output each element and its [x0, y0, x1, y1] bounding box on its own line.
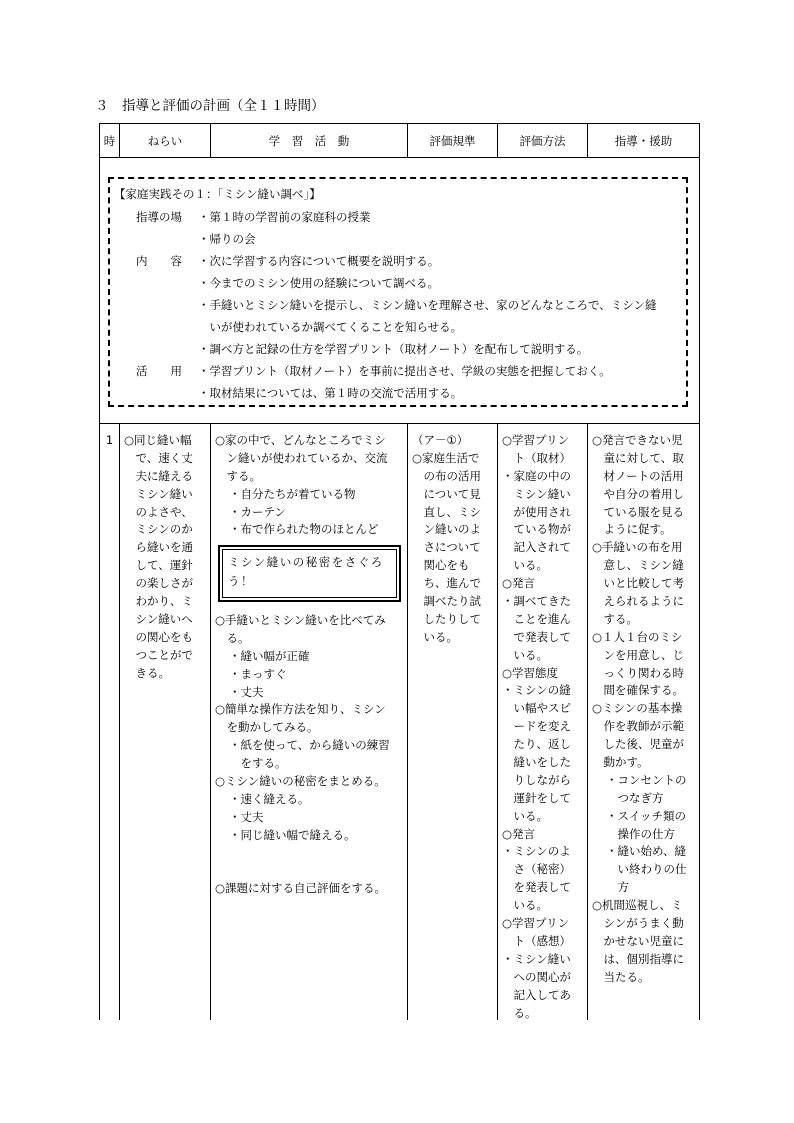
header-katsudo: 学 習 活 動: [268, 133, 350, 148]
shido-cell: ○発言できない児 童に対して、取 材ノートの活用 や自分の着用し ている服を見る ように促す。 ○手縫いの布を用 意し、ミシン縫 いと比較して考 えられるように する。 ○１人１台のミシ ンを用意し、じ っくり関わる時 間を確保する。 ○ミシンの基本操 作を教師が示範 した後、児童が 動かす。 ・コンセントの つなぎ方 ・スイッチ類の 操作の仕方 ・縫い始め、縫 い終わりの仕 方 ○机間巡視し、ミ シンがうまく動 かせない児童に は、個別指導に 当たる。: [592, 433, 687, 984]
col-divider-3: [407, 423, 408, 1020]
col-divider-2: [210, 423, 211, 1020]
header-shido: 指導・援助: [614, 133, 673, 148]
header-bottom-border: [99, 157, 700, 158]
section-heading: ３ 指導と評価の計画（全１１時間）: [95, 98, 325, 114]
nerai-cell: ○同じ縫い幅 で、速く丈 夫に縫える ミシン縫い のよさや、 ミシンのか ら縫いを通 して、運針 の楽しさが わかり、ミ シン縫いへ の関心をも つことがで きる。: [124, 433, 193, 680]
practice-label: 内 容: [136, 254, 182, 268]
home-practice-title: 【家庭実践その１：「ミシン縫い調べ」】: [114, 187, 321, 201]
practice-text: ・第１時の学習前の家庭科の授業: [198, 210, 371, 224]
practice-text: ・帰りの会: [198, 232, 256, 246]
col-divider-4: [497, 423, 498, 1020]
kijun-cell: （ア－①） ○家庭生活で の布の活用 について見 直し、ミシ ン縫いのよ さについて 関心をも ち、進んで 調べたり試 したりして いる。: [412, 433, 481, 644]
header-kijun: 評価規準: [429, 133, 476, 148]
header-ji: 時: [103, 133, 116, 148]
header-nerai: ねらい: [147, 133, 183, 148]
practice-text: ・取材結果については、第１時の交流で活用する。: [198, 386, 463, 400]
key-question-box: [218, 545, 401, 602]
activities-cell-bottom: ○手縫いとミシン縫いを比べてみ る。 ・縫い幅が正確 ・まっすぐ ・丈夫 ○簡単な操作方法を知り、ミシン を動かしてみる。 ・紙を使って、から縫いの練習 をする。 ○ミシン縫いの秘密をまとめる。 ・速く縫える。 ・丈夫 ・同じ縫い幅で縫える。 ○課題に対する自己評価をする。: [215, 613, 390, 896]
session-number: 1: [105, 433, 114, 447]
practice-label: 活 用: [136, 364, 182, 378]
practice-text: ・学習プリント（取材ノート）を事前に提出させ、学級の実態を把握しておく。: [198, 364, 611, 378]
practice-text: ・調べ方と記録の仕方を学習プリント（取材ノート）を配布して説明する。: [198, 342, 589, 356]
practice-text: ・次に学習する内容について概要を説明する。: [198, 254, 440, 268]
practice-label: 指導の場: [136, 210, 182, 224]
key-question-text: ミシン縫いの秘密をさぐろう！: [222, 549, 397, 598]
hoho-cell: ○学習プリン ト（取材） ・家庭の中の ミシン縫い が使用され ている物が 記入されて いる。 ○発言 ・調べてきた ことを進ん で発表して いる。 ○学習態度 ・ミシンの縫 い幅やスピ ードを変え たり、返し 縫いをした りしながら 運針をして いる。 ○発言 ・ミシンのよ さ（秘密） を発表して いる。 ○学習プリン ト（感想） ・ミシン縫い への関心が 記入してあ る。: [502, 433, 571, 1020]
practice-text: ・手縫いとミシン縫いを提示し、ミシン縫いを理解させ、家のどんなところで、ミシン縫: [198, 298, 657, 312]
col-divider-1: [119, 423, 120, 1020]
table-left-border: [99, 123, 100, 1020]
header-hoho: 評価方法: [519, 133, 566, 148]
table-right-border: [699, 123, 700, 1020]
practice-bottom-border: [99, 423, 700, 424]
activities-cell-top: ○家の中で、どんなところでミシ ン縫いが使われているか、交流 する。 ・自分たちが着ている物 ・カーテン ・布で作られた物のほとんど: [215, 433, 388, 537]
col-divider-5: [587, 423, 588, 1020]
practice-text: ・今までのミシン使用の経験について調べる。: [198, 276, 439, 290]
practice-text: いが使われているか調べてくることを知らせる。: [198, 320, 463, 334]
